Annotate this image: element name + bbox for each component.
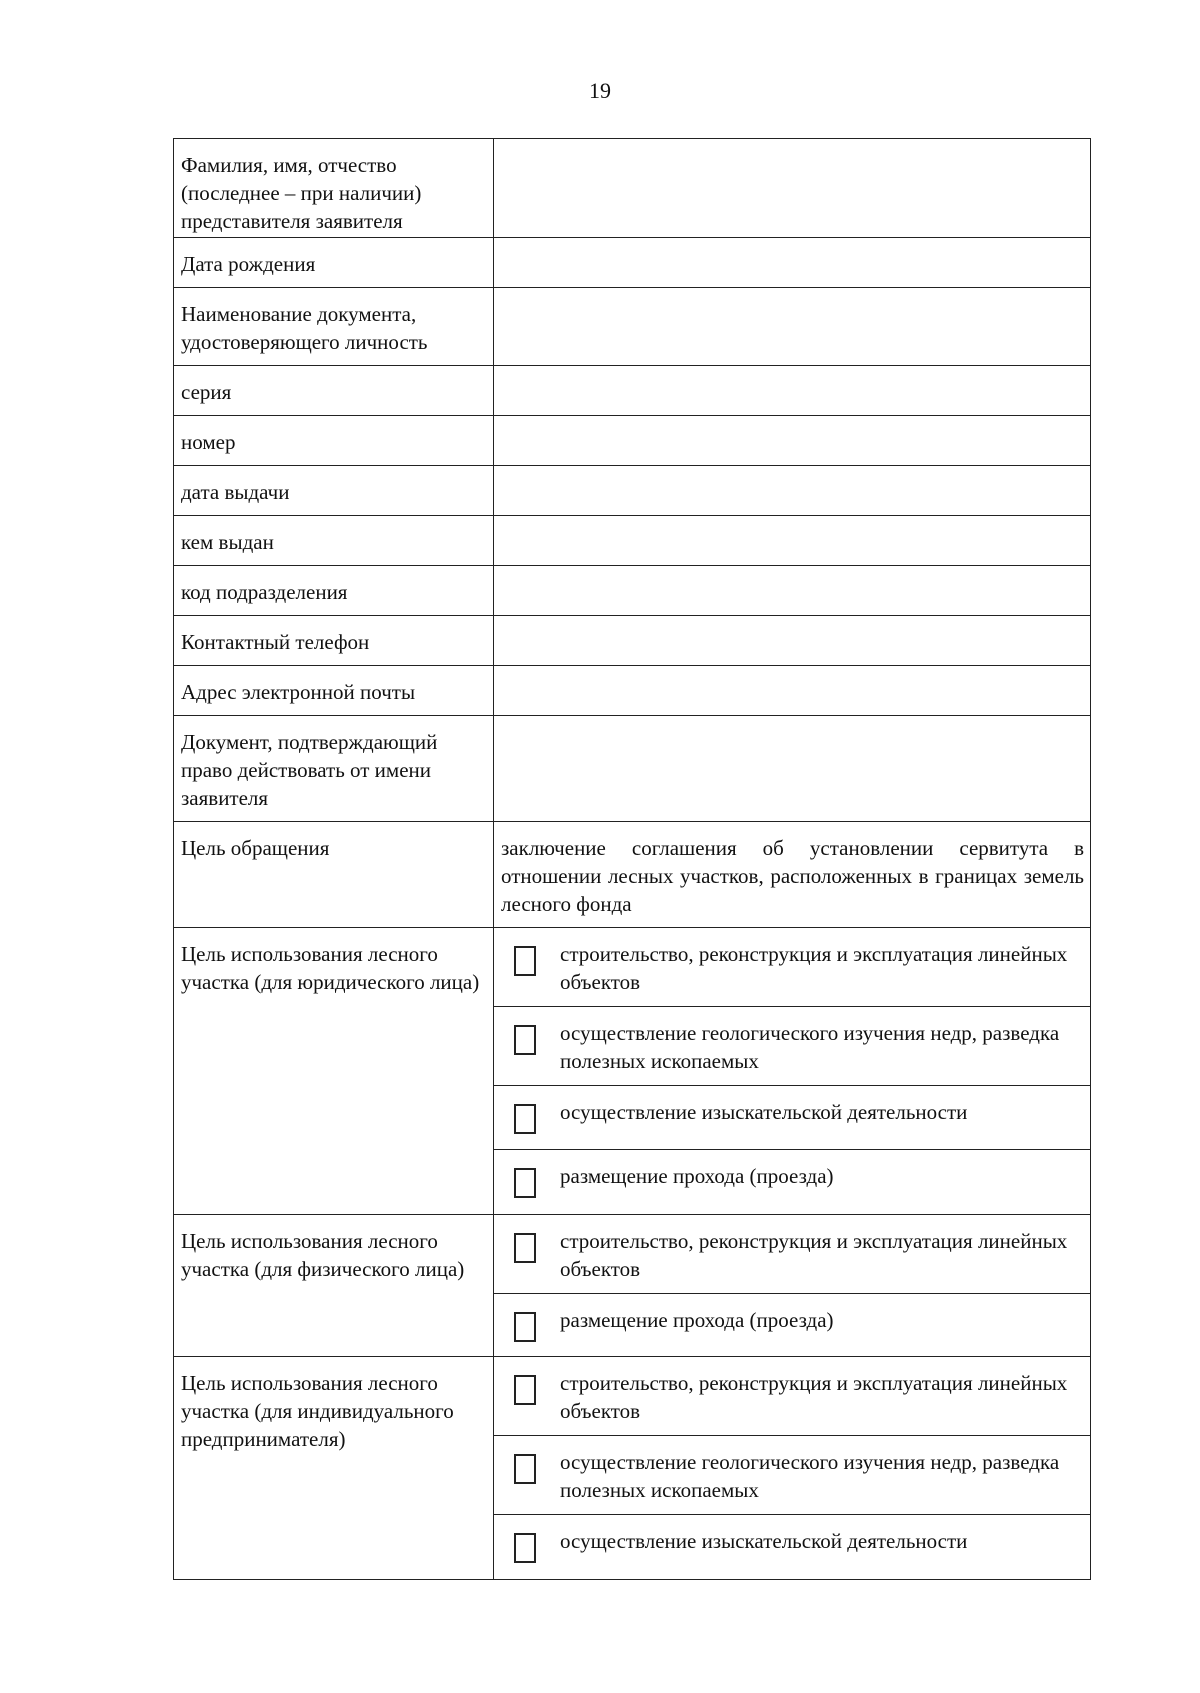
purpose-value: заключение соглашения об установлении сервитута в отношении лесных участков, расположенных в границах земель лесного фонда [501, 836, 1084, 916]
field-label: серия [174, 366, 494, 415]
checkbox[interactable] [514, 1375, 536, 1405]
page-number: 19 [589, 78, 611, 103]
field-label: код подразделения [174, 566, 494, 615]
field-label: Документ, подтверждающий право действовать от имени заявителя [174, 716, 494, 821]
field-row-authority-document [173, 716, 1091, 822]
id-document-field[interactable] [494, 288, 1090, 365]
field-row-representative-name [173, 138, 1091, 238]
checkbox[interactable] [514, 1233, 536, 1263]
field-row-birth-date [173, 238, 1091, 288]
usage-option[interactable] [494, 1436, 1090, 1515]
usage-option[interactable] [494, 1150, 1090, 1214]
series-field[interactable] [494, 366, 1090, 415]
issue-date-field[interactable] [494, 466, 1090, 515]
checkbox[interactable] [514, 1312, 536, 1342]
field-row-issued-by [173, 516, 1091, 566]
usage-group-entrepreneur [173, 1357, 1091, 1580]
phone-field[interactable] [494, 616, 1090, 665]
email-field[interactable] [494, 666, 1090, 715]
field-label: Адрес электронной почты [174, 666, 494, 715]
option-label: размещение прохода (проезда) [560, 1164, 834, 1188]
usage-group-legal-entity [173, 928, 1091, 1215]
field-row-email [173, 666, 1091, 716]
field-row-series [173, 366, 1091, 416]
option-label: строительство, реконструкция и эксплуатация линейных объектов [560, 1371, 1068, 1423]
checkbox[interactable] [514, 1454, 536, 1484]
field-row-purpose [173, 822, 1091, 928]
usage-group-label: Цель использования лесного участка (для юридического лица) [174, 928, 494, 1214]
option-label: осуществление изыскательской деятельности [560, 1529, 968, 1553]
number-field[interactable] [494, 416, 1090, 465]
representative-name-field[interactable] [494, 139, 1090, 237]
checkbox[interactable] [514, 1025, 536, 1055]
option-label: осуществление геологического изучения недр, разведка полезных ископаемых [560, 1450, 1060, 1502]
field-label: номер [174, 416, 494, 465]
usage-option[interactable] [494, 1215, 1090, 1294]
usage-options [494, 1357, 1090, 1579]
usage-group-label: Цель использования лесного участка (для индивидуального предпринимателя) [174, 1357, 494, 1579]
checkbox[interactable] [514, 1104, 536, 1134]
usage-option[interactable] [494, 1357, 1090, 1436]
usage-option[interactable] [494, 1007, 1090, 1086]
birth-date-field[interactable] [494, 238, 1090, 287]
option-label: строительство, реконструкция и эксплуатация линейных объектов [560, 942, 1068, 994]
field-label: Дата рождения [174, 238, 494, 287]
option-label: размещение прохода (проезда) [560, 1308, 834, 1332]
field-row-phone [173, 616, 1091, 666]
application-form [173, 138, 1091, 1580]
purpose-label: Цель обращения [174, 822, 494, 927]
field-label: Контактный телефон [174, 616, 494, 665]
field-label: Фамилия, имя, отчество (последнее – при наличии) представителя заявителя [174, 139, 494, 237]
usage-group-label: Цель использования лесного участка (для физического лица) [174, 1215, 494, 1356]
division-code-field[interactable] [494, 566, 1090, 615]
usage-option[interactable] [494, 928, 1090, 1007]
field-label: Наименование документа, удостоверяющего личность [174, 288, 494, 365]
usage-option[interactable] [494, 1294, 1090, 1356]
option-label: строительство, реконструкция и эксплуатация линейных объектов [560, 1229, 1068, 1281]
checkbox[interactable] [514, 1168, 536, 1198]
checkbox[interactable] [514, 1533, 536, 1563]
field-label: дата выдачи [174, 466, 494, 515]
authority-document-field[interactable] [494, 716, 1090, 821]
option-label: осуществление геологического изучения недр, разведка полезных ископаемых [560, 1021, 1060, 1073]
usage-options [494, 1215, 1090, 1356]
option-label: осуществление изыскательской деятельности [560, 1100, 968, 1124]
field-row-number [173, 416, 1091, 466]
issued-by-field[interactable] [494, 516, 1090, 565]
field-row-issue-date [173, 466, 1091, 516]
usage-options [494, 928, 1090, 1214]
usage-option[interactable] [494, 1515, 1090, 1579]
field-row-division-code [173, 566, 1091, 616]
field-label: кем выдан [174, 516, 494, 565]
usage-option[interactable] [494, 1086, 1090, 1150]
checkbox[interactable] [514, 946, 536, 976]
field-row-id-document [173, 288, 1091, 366]
usage-group-individual [173, 1215, 1091, 1357]
